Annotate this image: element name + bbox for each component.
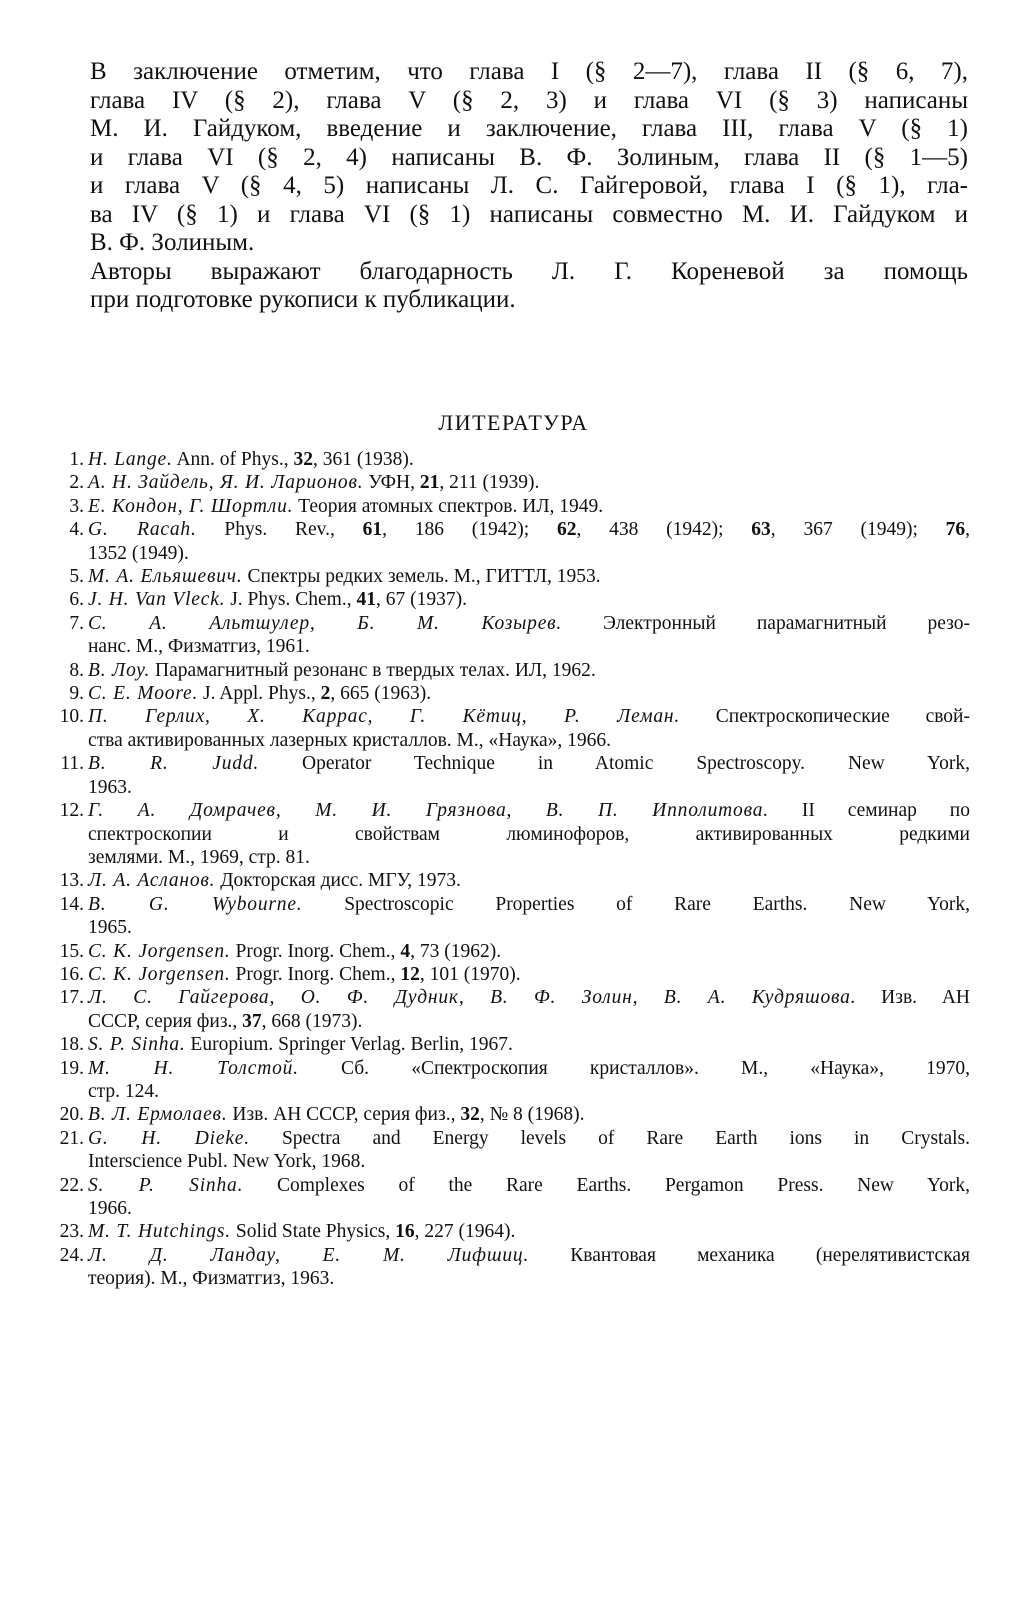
reference-authors: B. R. Judd. (88, 753, 260, 775)
reference-text (88, 940, 970, 963)
reference-number: 7. (69, 612, 84, 634)
reference-item (59, 940, 970, 963)
reference-segment: , 361 (1938). (312, 449, 414, 470)
reference-text (88, 893, 970, 940)
reference-number: 3. (69, 495, 84, 517)
reference-authors: С. А. Альтшулер, Б. М. Козырев. (88, 612, 563, 634)
reference-item (59, 869, 970, 892)
reference-item (62, 612, 970, 659)
reference-segment: Докторская дисс. МГУ, 1973. (215, 870, 461, 892)
reference-segment: Теория атомных спектров. ИЛ, 1949. (293, 495, 604, 517)
reference-segment: УФН, (363, 472, 420, 494)
reference-number: 2. (69, 472, 84, 494)
reference-item (59, 1220, 970, 1243)
reference-line (88, 542, 970, 565)
reference-line (88, 1033, 970, 1056)
reference-line (88, 916, 970, 939)
reference-line (88, 940, 970, 963)
reference-segment: Spectra and Energy levels of Rare Earth ions in Crystals. (249, 1127, 970, 1149)
reference-segment: Изв. АН СССР, серия физ., (227, 1104, 461, 1126)
reference-line (88, 705, 970, 728)
reference-segment: J. Phys. Chem., (225, 589, 357, 611)
reference-segment: Progr. Inorg. Chem., (230, 963, 401, 985)
reference-segment: , 67 (1937). (375, 589, 467, 611)
reference-text (88, 1220, 970, 1243)
reference-authors: H. Lange. (88, 449, 173, 470)
reference-text (88, 612, 970, 659)
reference-segment: , 186 (1942); (382, 519, 557, 541)
reference-number: 20. (59, 1104, 84, 1126)
reference-item (59, 1033, 970, 1056)
reference-number: 24. (59, 1244, 84, 1266)
reference-authors: S. P. Sinha. (88, 1174, 244, 1196)
reference-authors: С. Е. Moore. (88, 683, 199, 705)
reference-segment: , 101 (1970). (419, 963, 521, 985)
reference-item (62, 565, 970, 588)
reference-text (88, 1174, 970, 1221)
reference-segment: Ann. of Phys., (172, 449, 294, 470)
authorship-paragraph (90, 58, 968, 258)
reference-item (59, 1244, 971, 1291)
reference-segment: Изв. АН (856, 987, 970, 1009)
reference-item (59, 893, 970, 940)
reference-authors: B. G. Wybourne. (88, 893, 303, 915)
reference-line (88, 1150, 970, 1173)
reference-line (88, 682, 970, 705)
text-line: и глава VI (§ 2, 4) написаны В. Ф. Золиным, глава II (§ 1—5) (90, 143, 968, 171)
reference-text (88, 1103, 970, 1126)
text-line: Авторы выражают благодарность Л. Г. Кореневой за помощь (90, 257, 968, 285)
reference-segment: , 227 (1964). (414, 1221, 516, 1243)
reference-text (88, 986, 970, 1033)
reference-number: 19. (59, 1057, 84, 1079)
reference-segment: Europium. Springer Verlag. Berlin, 1967. (185, 1034, 513, 1056)
reference-line (88, 1010, 970, 1033)
text-line: В. Ф. Золиным. (90, 229, 255, 256)
reference-line (88, 1174, 970, 1197)
reference-segment: II семинар по (768, 800, 970, 822)
reference-text (88, 518, 970, 565)
reference-item (59, 1057, 970, 1104)
reference-text (88, 1244, 970, 1291)
reference-line (88, 752, 970, 775)
reference-item (62, 448, 970, 471)
reference-item (62, 588, 970, 611)
reference-segment: Парамагнитный резонанс в твердых телах. ИЛ, 1962. (150, 659, 596, 681)
references-list (59, 448, 971, 1291)
reference-authors: Л. Д. Ландау, Е. М. Лифшиц. (88, 1244, 530, 1266)
reference-line (88, 659, 970, 682)
reference-authors: А. Н. Зайдель, Я. И. Ларионов. (88, 472, 364, 494)
reference-volume: 62 (556, 519, 577, 541)
reference-segment: , № 8 (1968). (479, 1104, 585, 1126)
reference-number: 1. (69, 449, 84, 470)
reference-segment: , (965, 519, 970, 541)
reference-number: 13. (59, 870, 84, 892)
text-line: и глава V (§ 4, 5) написаны Л. С. Гайгеровой, глава I (§ 1), гла- (90, 172, 968, 199)
reference-segment: Complexes of the Rare Earths. Pergamon Press. New York, (243, 1174, 970, 1196)
reference-segment: 1965. (88, 917, 132, 939)
reference-authors: В. Л. Ермолаев. (88, 1104, 228, 1126)
reference-segment: Progr. Inorg. Chem., (230, 940, 401, 962)
reference-number: 12. (59, 800, 84, 822)
text-line: глава IV (§ 2), глава V (§ 2, 3) и глава VI (§ 3) написаны (90, 86, 968, 114)
text-line: при подготовке рукописи к публикации. (90, 286, 516, 313)
reference-number: 5. (69, 566, 84, 588)
reference-text (88, 588, 970, 611)
reference-segment: спектроскопии и свойствам люминофоров, активированных редкими (88, 823, 970, 845)
reference-text (88, 659, 970, 682)
reference-number: 10. (59, 706, 84, 728)
reference-volume: 63 (751, 519, 771, 541)
reference-segment: Спектроскопические свой- (680, 706, 970, 728)
reference-text (88, 963, 970, 986)
reference-segment: , 211 (1939). (439, 472, 540, 494)
reference-item (59, 799, 970, 869)
references-heading: ЛИТЕРАТУРА (438, 410, 589, 435)
reference-volume: 2 (320, 683, 331, 705)
reference-text (88, 565, 970, 588)
reference-segment: J. Appl. Phys., (198, 683, 321, 705)
reference-authors: J. H. Van Vleck. (88, 589, 226, 611)
reference-segment: землями. М., 1969, стр. 81. (88, 846, 310, 868)
reference-segment: стр. 124. (88, 1080, 160, 1102)
closing-remarks (90, 58, 968, 315)
reference-line (88, 776, 970, 799)
reference-line (88, 1127, 970, 1150)
reference-line (88, 963, 970, 986)
reference-authors: Л. А. Асланов. (88, 870, 216, 892)
reference-line (88, 823, 970, 846)
reference-item (62, 752, 970, 799)
reference-number: 8. (69, 659, 84, 681)
reference-segment: , 367 (1949); (770, 519, 946, 541)
reference-authors: C. K. Jorgensen. (88, 963, 231, 985)
reference-number: 22. (59, 1174, 84, 1196)
reference-line (88, 565, 970, 588)
reference-text (88, 705, 970, 752)
reference-line (88, 986, 970, 1009)
reference-item (62, 682, 970, 705)
reference-segment: Сб. «Спектроскопия кристаллов». М., «Наука», 1970, (298, 1057, 970, 1079)
reference-item (62, 659, 970, 682)
reference-volume: 21 (419, 472, 440, 494)
reference-text (88, 682, 970, 705)
reference-item (59, 1127, 970, 1174)
reference-segment: нанс. М., Физматгиз, 1961. (88, 636, 310, 658)
reference-line (88, 635, 970, 658)
reference-line (88, 588, 970, 611)
reference-number: 14. (59, 893, 84, 915)
reference-line (88, 471, 970, 494)
reference-number: 6. (69, 589, 84, 611)
reference-item (59, 963, 970, 986)
reference-number: 9. (69, 683, 84, 705)
reference-number: 17. (59, 987, 84, 1009)
reference-segment: Квантовая механика (нерелятивистская (529, 1244, 971, 1266)
reference-text (88, 869, 970, 892)
reference-line (88, 1057, 970, 1080)
reference-volume: 41 (356, 589, 376, 611)
reference-volume: 4 (400, 940, 411, 962)
text-line: В заключение отметим, что глава I (§ 2—7), глава II (§ 6, 7), (90, 58, 968, 85)
reference-segment: Спектры редких земель. М., ГИТТЛ, 1953. (242, 566, 601, 588)
reference-segment: , 438 (1942); (576, 519, 752, 541)
reference-authors: G. Racah. (88, 519, 197, 541)
reference-authors: G. H. Dieke. (88, 1127, 250, 1149)
text-line: М. И. Гайдуком, введение и заключение, глава III, глава V (§ 1) (90, 115, 968, 142)
reference-segment: , 668 (1973). (261, 1010, 363, 1032)
reference-segment: Электронный парамагнитный резо- (562, 612, 970, 634)
reference-volume: 76 (945, 519, 966, 541)
reference-volume: 32 (460, 1104, 480, 1126)
reference-segment: , 73 (1962). (410, 940, 502, 962)
reference-line (88, 448, 970, 471)
reference-number: 16. (59, 963, 84, 985)
reference-line (88, 729, 970, 752)
reference-line (88, 893, 970, 916)
reference-text (88, 799, 970, 869)
reference-text (88, 448, 970, 471)
reference-number: 23. (59, 1221, 84, 1243)
reference-item (59, 705, 970, 752)
reference-authors: Г. А. Домрачев, М. И. Грязнова, В. П. Ипполитова. (88, 800, 769, 822)
reference-segment: Solid State Physics, (230, 1221, 396, 1243)
reference-authors: C. K. Jorgensen. (88, 940, 231, 962)
reference-authors: М. Н. Толстой. (88, 1057, 299, 1079)
reference-authors: М. А. Ельяшевич. (88, 566, 243, 588)
reference-authors: Е. Кондон, Г. Шортли. (88, 495, 294, 517)
reference-item (59, 1174, 970, 1221)
reference-segment: Operator Technique in Atomic Spectroscopy. New York, (259, 753, 970, 775)
reference-item (59, 1103, 970, 1126)
reference-authors: П. Герлих, Х. Каррас, Г. Кётиц, Р. Леман. (88, 706, 681, 728)
reference-text (88, 1127, 970, 1174)
reference-segment: СССР, серия физ., (88, 1010, 243, 1032)
reference-number: 18. (59, 1034, 84, 1056)
reference-line (88, 799, 970, 822)
reference-text (88, 752, 970, 799)
reference-line (88, 518, 970, 541)
reference-segment: 1966. (88, 1198, 132, 1219)
reference-text (88, 471, 970, 494)
reference-line (88, 1103, 970, 1126)
reference-text (88, 1033, 970, 1056)
reference-item (62, 471, 970, 494)
reference-item (62, 495, 970, 518)
reference-authors: M. T. Hutchings. (88, 1221, 231, 1243)
reference-segment: Phys. Rev., (196, 519, 363, 541)
text-line: ва IV (§ 1) и глава VI (§ 1) написаны совместно М. И. Гайдуком и (90, 200, 968, 228)
reference-segment: ства активированных лазерных кристаллов. М., «Наука», 1966. (88, 729, 611, 751)
reference-volume: 16 (395, 1221, 415, 1243)
reference-text (88, 495, 970, 518)
reference-number: 15. (59, 940, 84, 962)
acknowledgement-paragraph (90, 258, 968, 315)
reference-line (88, 1220, 970, 1243)
reference-line (88, 495, 970, 518)
reference-authors: Л. С. Гайгерова, О. Ф. Дудник, В. Ф. Золин, В. А. Кудряшова. (88, 987, 857, 1009)
reference-item (62, 518, 970, 565)
reference-number: 21. (59, 1127, 84, 1149)
reference-segment: Interscience Publ. New York, 1968. (88, 1151, 366, 1173)
reference-line (88, 846, 970, 869)
reference-item (59, 986, 970, 1033)
reference-line (88, 1244, 970, 1267)
reference-volume: 37 (242, 1010, 262, 1032)
reference-segment: 1352 (1949). (88, 542, 189, 564)
reference-text (88, 1057, 970, 1104)
reference-segment: , 665 (1963). (330, 683, 432, 705)
reference-authors: В. Лоу. (88, 659, 151, 681)
reference-line (88, 1080, 970, 1103)
reference-volume: 32 (293, 449, 313, 470)
reference-segment: 1963. (88, 776, 132, 798)
reference-segment: теория). М., Физматгиз, 1963. (88, 1268, 335, 1290)
reference-line (88, 1197, 970, 1220)
reference-authors: S. P. Sinha. (88, 1034, 186, 1056)
reference-line (88, 1267, 970, 1290)
reference-volume: 12 (400, 963, 420, 985)
reference-line (88, 869, 970, 892)
reference-volume: 61 (362, 519, 383, 541)
reference-segment: Spectroscopic Properties of Rare Earths. New York, (302, 893, 970, 915)
reference-number: 11. (60, 753, 84, 775)
reference-line (88, 612, 970, 635)
reference-number: 4. (69, 519, 84, 541)
